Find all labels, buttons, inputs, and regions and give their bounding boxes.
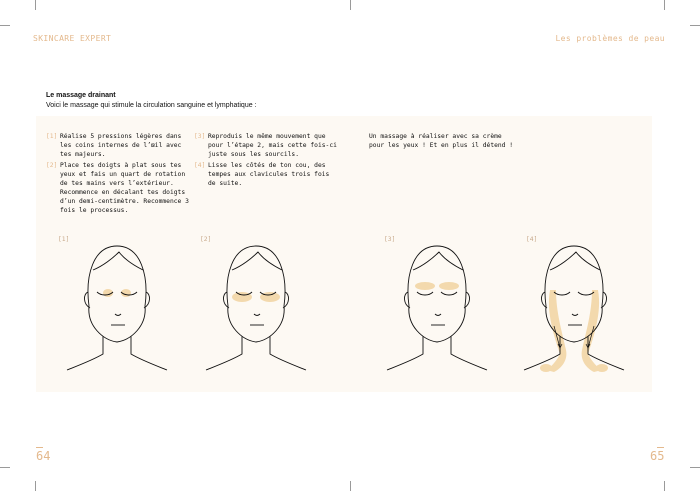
crop-mark <box>0 25 10 26</box>
page-number-right: 65 <box>650 449 665 463</box>
face-under-eye-icon <box>202 236 312 376</box>
step-text: Lisse les côtés de ton cou, des tempes aux clavicules trois fois de suite. <box>208 162 330 187</box>
crop-mark <box>690 467 700 468</box>
section-title: Le massage drainant <box>46 92 116 99</box>
face-inner-eye-corner-icon <box>63 236 173 376</box>
running-header-left: SKINCARE EXPERT <box>33 34 112 43</box>
crop-mark <box>35 481 36 491</box>
step-number: [3] <box>194 133 206 140</box>
step-text: Reproduis le même mouvement que pour l’étape 2, mais cette fois-ci juste sous les sourcils. <box>208 133 337 158</box>
step-number: [4] <box>194 162 206 169</box>
crop-mark <box>0 467 10 468</box>
step-text: Place tes doigts à plat sous tes yeux et fais un quart de rotation de tes mains vers l’extérieur. Recommence en décalant tes doigts d’un demi-centimètre. Recommence 3 fois le processus. <box>60 162 189 214</box>
step-number: [1] <box>46 133 58 140</box>
step-3 <box>194 132 340 159</box>
illustration-label-2: [2] <box>200 236 212 243</box>
step-1 <box>46 132 194 159</box>
step-4 <box>194 161 340 188</box>
crop-mark <box>35 0 36 10</box>
crop-mark <box>664 0 665 10</box>
crop-mark <box>690 25 700 26</box>
illustration-label-1: [1] <box>58 236 70 243</box>
step-text: Réalise 5 pressions légères dans les coins internes de l’œil avec tes majeurs. <box>60 133 182 158</box>
section-subtitle: Voici le massage qui stimule la circulation sanguine et lymphatique : <box>46 102 257 109</box>
side-note-text: Un massage à réaliser avec sa crème pour les yeux ! Et en plus il détend ! <box>369 133 514 149</box>
step-number: [2] <box>46 162 58 169</box>
illustration-label-4: [4] <box>526 236 538 243</box>
page-number-left: 64 <box>36 449 51 463</box>
face-under-brow-icon <box>383 236 493 376</box>
face-neck-drain-icon <box>520 236 630 376</box>
side-note <box>369 132 514 150</box>
crop-mark <box>664 481 665 491</box>
running-header-right: Les problèmes de peau <box>555 34 665 43</box>
illustration-label-3: [3] <box>384 236 396 243</box>
page-number-rule-left <box>36 447 43 448</box>
page-number-rule-right <box>657 447 664 448</box>
step-2 <box>46 161 194 215</box>
crop-mark <box>350 481 351 491</box>
crop-mark <box>350 0 351 10</box>
